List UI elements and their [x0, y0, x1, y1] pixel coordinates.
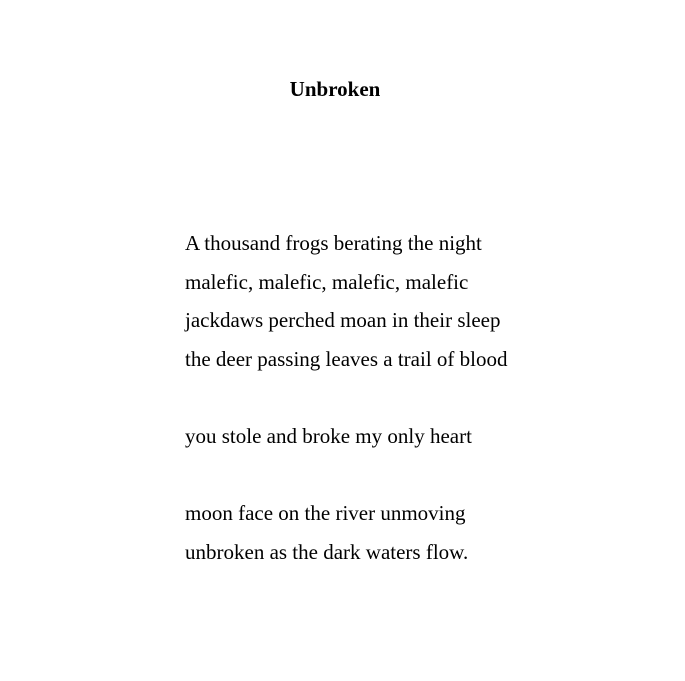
poem-line: moon face on the river unmoving	[185, 501, 466, 525]
poem-title: Unbroken	[289, 77, 381, 101]
poem-line: A thousand frogs berating the night	[185, 231, 482, 255]
poem-line: jackdaws perched moan in their sleep	[185, 308, 501, 333]
stanza-2	[185, 417, 472, 456]
poem-line: you stole and broke my only heart	[185, 424, 472, 448]
stanza-3	[185, 494, 468, 571]
poem-line: unbroken as the dark waters flow.	[185, 539, 469, 564]
stanza-1	[185, 224, 507, 379]
poem-line: malefic, malefic, malefic, malefic	[185, 269, 469, 294]
poem-line: the deer passing leaves a trail of blood	[185, 347, 508, 372]
